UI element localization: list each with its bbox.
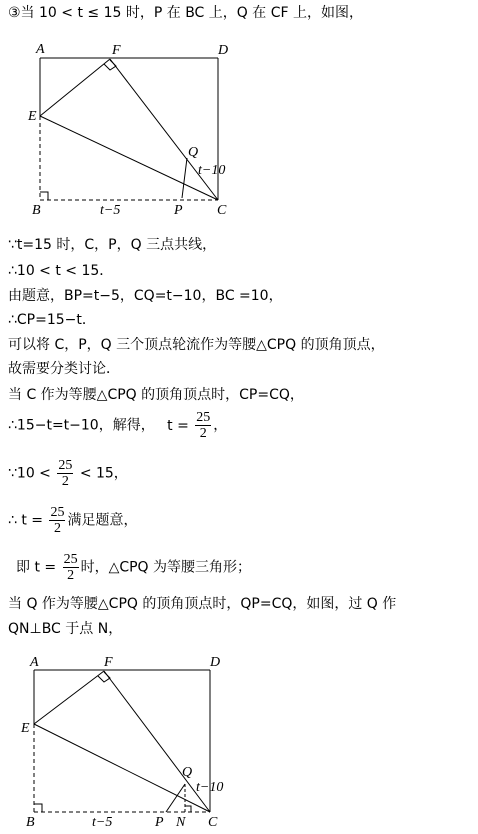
fig1-label-b: B: [32, 203, 41, 218]
fig2-label-n: N: [176, 815, 186, 830]
fig1-label-bp: t−5: [100, 203, 121, 218]
line-9-a: ∵10 <: [8, 465, 51, 482]
fig2-label-d: D: [210, 655, 221, 670]
line-7: 当 C 作为等腰△CPQ 的顶角顶点时，CP=CQ，: [8, 387, 304, 403]
fig1-label-q: Q: [188, 145, 199, 160]
fraction-25-2: [195, 410, 211, 441]
line-6: 故需要分类讨论．: [8, 361, 120, 377]
line-12: 当 Q 作为等腰△CPQ 的顶角顶点时，QP=CQ，如图，过 Q 作: [8, 596, 397, 612]
line-1: ∵t=15 时，C，P，Q 三点共线，: [8, 237, 217, 253]
header-inequality: 10 < t ≤ 15: [39, 5, 122, 21]
fig1-label-f: F: [112, 43, 121, 58]
figure-2: [0, 644, 478, 834]
fig2-label-f: F: [104, 655, 113, 670]
line-2: ∴10 < t < 15．: [8, 263, 114, 279]
fig1-label-cq: t−10: [198, 163, 226, 178]
fig2-label-bp: t−5: [92, 815, 113, 830]
header-line: [8, 4, 363, 22]
fig1-segment-ef: [40, 59, 110, 116]
line-4: ∴CP=15−t．: [8, 312, 96, 328]
fig1-label-p: P: [174, 203, 183, 218]
fig2-right-angle-n: [185, 806, 191, 812]
line-5: 可以将 C，P，Q 三个顶点轮流作为等腰△CPQ 的顶角顶点，: [8, 337, 385, 353]
header-rest: 时，P 在 BC 上，Q 在 CF 上，如图，: [125, 5, 363, 21]
figure-1: [0, 28, 478, 228]
fig1-label-e: E: [28, 109, 37, 124]
fig2-label-p: P: [155, 815, 164, 830]
line-11-a: 即 t =: [16, 559, 57, 576]
fig2-label-q: Q: [182, 765, 193, 780]
line-11-b: 时，△CPQ 为等腰三角形；: [80, 559, 252, 576]
fig2-label-a: A: [30, 655, 39, 670]
fig2-label-e: E: [21, 721, 30, 736]
fig2-label-b: B: [26, 815, 35, 830]
line-8-t: t =: [167, 417, 189, 434]
line-9-b: < 15，: [79, 465, 128, 482]
line-8: ∴15−t=t−10，解得， t = $\frac{25}{2}$ ，: [8, 410, 228, 441]
header-prefix: ③当: [8, 5, 35, 21]
fraction-25-2: $\frac{25}{2}$: [50, 505, 65, 536]
fraction-num: 25: [196, 410, 211, 425]
fraction-den: 2: [199, 426, 207, 441]
line-10: [8, 505, 137, 536]
line-10-b: 满足题意，: [67, 512, 138, 529]
fig2-segment-fc: [104, 671, 210, 812]
fig2-label-cq: t−10: [196, 780, 224, 795]
fig1-right-angle-b: [40, 192, 48, 200]
line-10-a: ∴ t =: [8, 512, 44, 529]
fig1-segment-fc: [110, 59, 218, 200]
fig2-label-c: C: [208, 815, 218, 830]
fraction-25-2: $\frac{25}{2}$: [63, 552, 78, 583]
fig1-label-d: D: [218, 43, 229, 58]
line-3: 由题意，BP=t−5，CQ=t−10，BC =10，: [8, 288, 283, 304]
line-9: [8, 458, 128, 489]
line-11: [16, 552, 251, 583]
fig1-segment-pq: [182, 158, 187, 198]
line-13: QN⊥BC 于点 N，: [8, 621, 123, 637]
fraction-25-2: $\frac{25}{2}$: [58, 458, 73, 489]
line-8-text: ∴15−t=t−10，解得，: [8, 417, 155, 434]
fig1-label-a: A: [36, 42, 45, 57]
fig1-label-c: C: [217, 203, 227, 218]
fig2-right-angle-b: [34, 804, 42, 812]
fig2-segment-ef: [34, 671, 104, 724]
